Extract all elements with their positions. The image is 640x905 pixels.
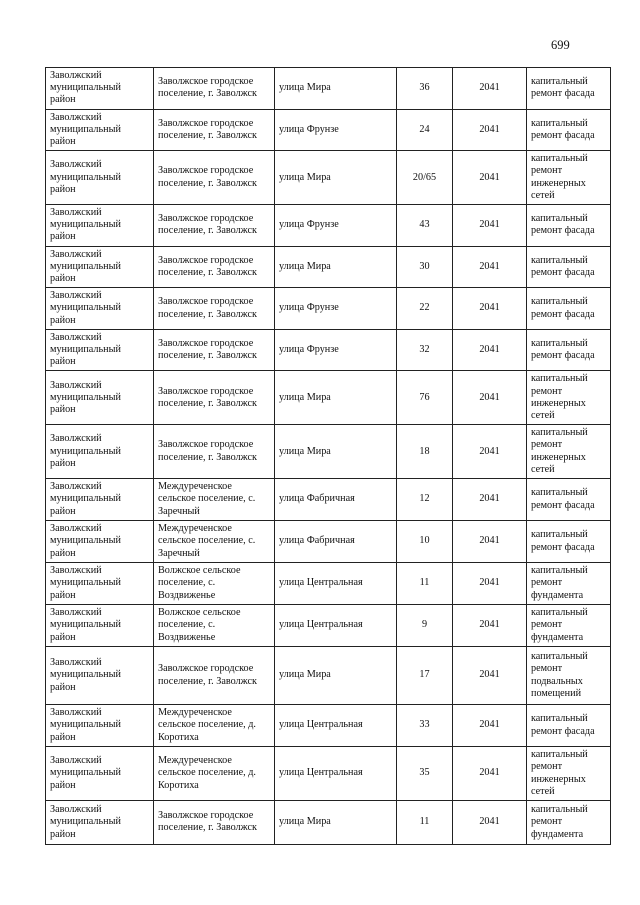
year-cell: 2041	[453, 747, 527, 801]
year-cell: 2041	[453, 151, 527, 205]
house-number-cell: 9	[397, 605, 453, 647]
settlement-cell: Заволжское городское поселение, г. Заволжск	[154, 647, 275, 705]
district-cell: Заволжский муниципальный район	[46, 68, 154, 110]
year-cell: 2041	[453, 109, 527, 151]
year-cell: 2041	[453, 521, 527, 563]
table-row	[46, 605, 611, 647]
settlement-cell: Заволжское городское поселение, г. Заволжск	[154, 68, 275, 110]
table-row	[46, 800, 611, 844]
district-cell: Заволжский муниципальный район	[46, 329, 154, 371]
settlement-cell: Заволжское городское поселение, г. Заволжск	[154, 329, 275, 371]
house-number-cell: 43	[397, 205, 453, 247]
district-cell: Заволжский муниципальный район	[46, 246, 154, 288]
house-number-cell: 11	[397, 563, 453, 605]
work-type-cell: капитальный ремонт инженерных сетей	[527, 425, 611, 479]
street-cell: улица Фрунзе	[275, 288, 397, 330]
work-type-cell: капитальный ремонт фасада	[527, 521, 611, 563]
district-cell: Заволжский муниципальный район	[46, 563, 154, 605]
house-number-cell: 20/65	[397, 151, 453, 205]
table-body	[46, 68, 611, 845]
table-row	[46, 205, 611, 247]
year-cell: 2041	[453, 68, 527, 110]
year-cell: 2041	[453, 647, 527, 705]
district-cell: Заволжский муниципальный район	[46, 151, 154, 205]
table-row	[46, 371, 611, 425]
district-cell: Заволжский муниципальный район	[46, 605, 154, 647]
year-cell: 2041	[453, 605, 527, 647]
settlement-cell: Волжское сельское поселение, с. Воздвиженье	[154, 605, 275, 647]
year-cell: 2041	[453, 425, 527, 479]
settlement-cell: Междуреченское сельское поселение, с. Заречный	[154, 521, 275, 563]
year-cell: 2041	[453, 246, 527, 288]
district-cell: Заволжский муниципальный район	[46, 705, 154, 747]
year-cell: 2041	[453, 705, 527, 747]
house-number-cell: 32	[397, 329, 453, 371]
work-type-cell: капитальный ремонт фасада	[527, 288, 611, 330]
street-cell: улица Мира	[275, 151, 397, 205]
table-row	[46, 705, 611, 747]
house-number-cell: 17	[397, 647, 453, 705]
table-row	[46, 563, 611, 605]
year-cell: 2041	[453, 563, 527, 605]
page-number: 699	[551, 38, 570, 52]
district-cell: Заволжский муниципальный район	[46, 479, 154, 521]
work-type-cell: капитальный ремонт подвальных помещений	[527, 647, 611, 705]
house-number-cell: 12	[397, 479, 453, 521]
settlement-cell: Заволжское городское поселение, г. Заволжск	[154, 151, 275, 205]
settlement-cell: Заволжское городское поселение, г. Заволжск	[154, 205, 275, 247]
house-number-cell: 76	[397, 371, 453, 425]
table-row	[46, 747, 611, 801]
street-cell: улица Мира	[275, 371, 397, 425]
year-cell: 2041	[453, 800, 527, 844]
settlement-cell: Заволжское городское поселение, г. Заволжск	[154, 800, 275, 844]
year-cell: 2041	[453, 479, 527, 521]
work-type-cell: капитальный ремонт инженерных сетей	[527, 747, 611, 801]
table-row	[46, 151, 611, 205]
work-type-cell: капитальный ремонт фасада	[527, 68, 611, 110]
table-row	[46, 425, 611, 479]
work-type-cell: капитальный ремонт фасада	[527, 479, 611, 521]
street-cell: улица Центральная	[275, 605, 397, 647]
table-row	[46, 246, 611, 288]
house-number-cell: 33	[397, 705, 453, 747]
street-cell: улица Фрунзе	[275, 205, 397, 247]
settlement-cell: Заволжское городское поселение, г. Заволжск	[154, 371, 275, 425]
table-row	[46, 521, 611, 563]
work-type-cell: капитальный ремонт фундамента	[527, 563, 611, 605]
settlement-cell: Междуреченское сельское поселение, д. Коротиха	[154, 705, 275, 747]
district-cell: Заволжский муниципальный район	[46, 800, 154, 844]
work-type-cell: капитальный ремонт фасада	[527, 205, 611, 247]
district-cell: Заволжский муниципальный район	[46, 647, 154, 705]
settlement-cell: Заволжское городское поселение, г. Заволжск	[154, 246, 275, 288]
street-cell: улица Мира	[275, 800, 397, 844]
street-cell: улица Фрунзе	[275, 329, 397, 371]
table-row	[46, 109, 611, 151]
street-cell: улица Мира	[275, 246, 397, 288]
work-type-cell: капитальный ремонт инженерных сетей	[527, 371, 611, 425]
district-cell: Заволжский муниципальный район	[46, 288, 154, 330]
table-row	[46, 288, 611, 330]
house-number-cell: 11	[397, 800, 453, 844]
table-row	[46, 479, 611, 521]
work-type-cell: капитальный ремонт инженерных сетей	[527, 151, 611, 205]
district-cell: Заволжский муниципальный район	[46, 109, 154, 151]
year-cell: 2041	[453, 371, 527, 425]
house-number-cell: 22	[397, 288, 453, 330]
work-type-cell: капитальный ремонт фасада	[527, 246, 611, 288]
street-cell: улица Центральная	[275, 747, 397, 801]
street-cell: улица Фабричная	[275, 521, 397, 563]
street-cell: улица Центральная	[275, 563, 397, 605]
house-number-cell: 10	[397, 521, 453, 563]
settlement-cell: Междуреченское сельское поселение, д. Коротиха	[154, 747, 275, 801]
street-cell: улица Центральная	[275, 705, 397, 747]
settlement-cell: Заволжское городское поселение, г. Заволжск	[154, 288, 275, 330]
house-number-cell: 36	[397, 68, 453, 110]
street-cell: улица Мира	[275, 425, 397, 479]
settlement-cell: Волжское сельское поселение, с. Воздвиженье	[154, 563, 275, 605]
district-cell: Заволжский муниципальный район	[46, 747, 154, 801]
district-cell: Заволжский муниципальный район	[46, 205, 154, 247]
table-row	[46, 647, 611, 705]
settlement-cell: Заволжское городское поселение, г. Заволжск	[154, 425, 275, 479]
street-cell: улица Мира	[275, 68, 397, 110]
house-number-cell: 24	[397, 109, 453, 151]
year-cell: 2041	[453, 288, 527, 330]
house-number-cell: 18	[397, 425, 453, 479]
table-row	[46, 329, 611, 371]
street-cell: улица Фрунзе	[275, 109, 397, 151]
work-type-cell: капитальный ремонт фасада	[527, 109, 611, 151]
district-cell: Заволжский муниципальный район	[46, 371, 154, 425]
settlement-cell: Междуреченское сельское поселение, с. Заречный	[154, 479, 275, 521]
house-number-cell: 30	[397, 246, 453, 288]
year-cell: 2041	[453, 329, 527, 371]
repair-registry-table	[45, 67, 611, 845]
work-type-cell: капитальный ремонт фасада	[527, 329, 611, 371]
district-cell: Заволжский муниципальный район	[46, 521, 154, 563]
work-type-cell: капитальный ремонт фасада	[527, 705, 611, 747]
work-type-cell: капитальный ремонт фундамента	[527, 605, 611, 647]
settlement-cell: Заволжское городское поселение, г. Заволжск	[154, 109, 275, 151]
year-cell: 2041	[453, 205, 527, 247]
street-cell: улица Фабричная	[275, 479, 397, 521]
street-cell: улица Мира	[275, 647, 397, 705]
district-cell: Заволжский муниципальный район	[46, 425, 154, 479]
house-number-cell: 35	[397, 747, 453, 801]
table-row	[46, 68, 611, 110]
work-type-cell: капитальный ремонт фундамента	[527, 800, 611, 844]
